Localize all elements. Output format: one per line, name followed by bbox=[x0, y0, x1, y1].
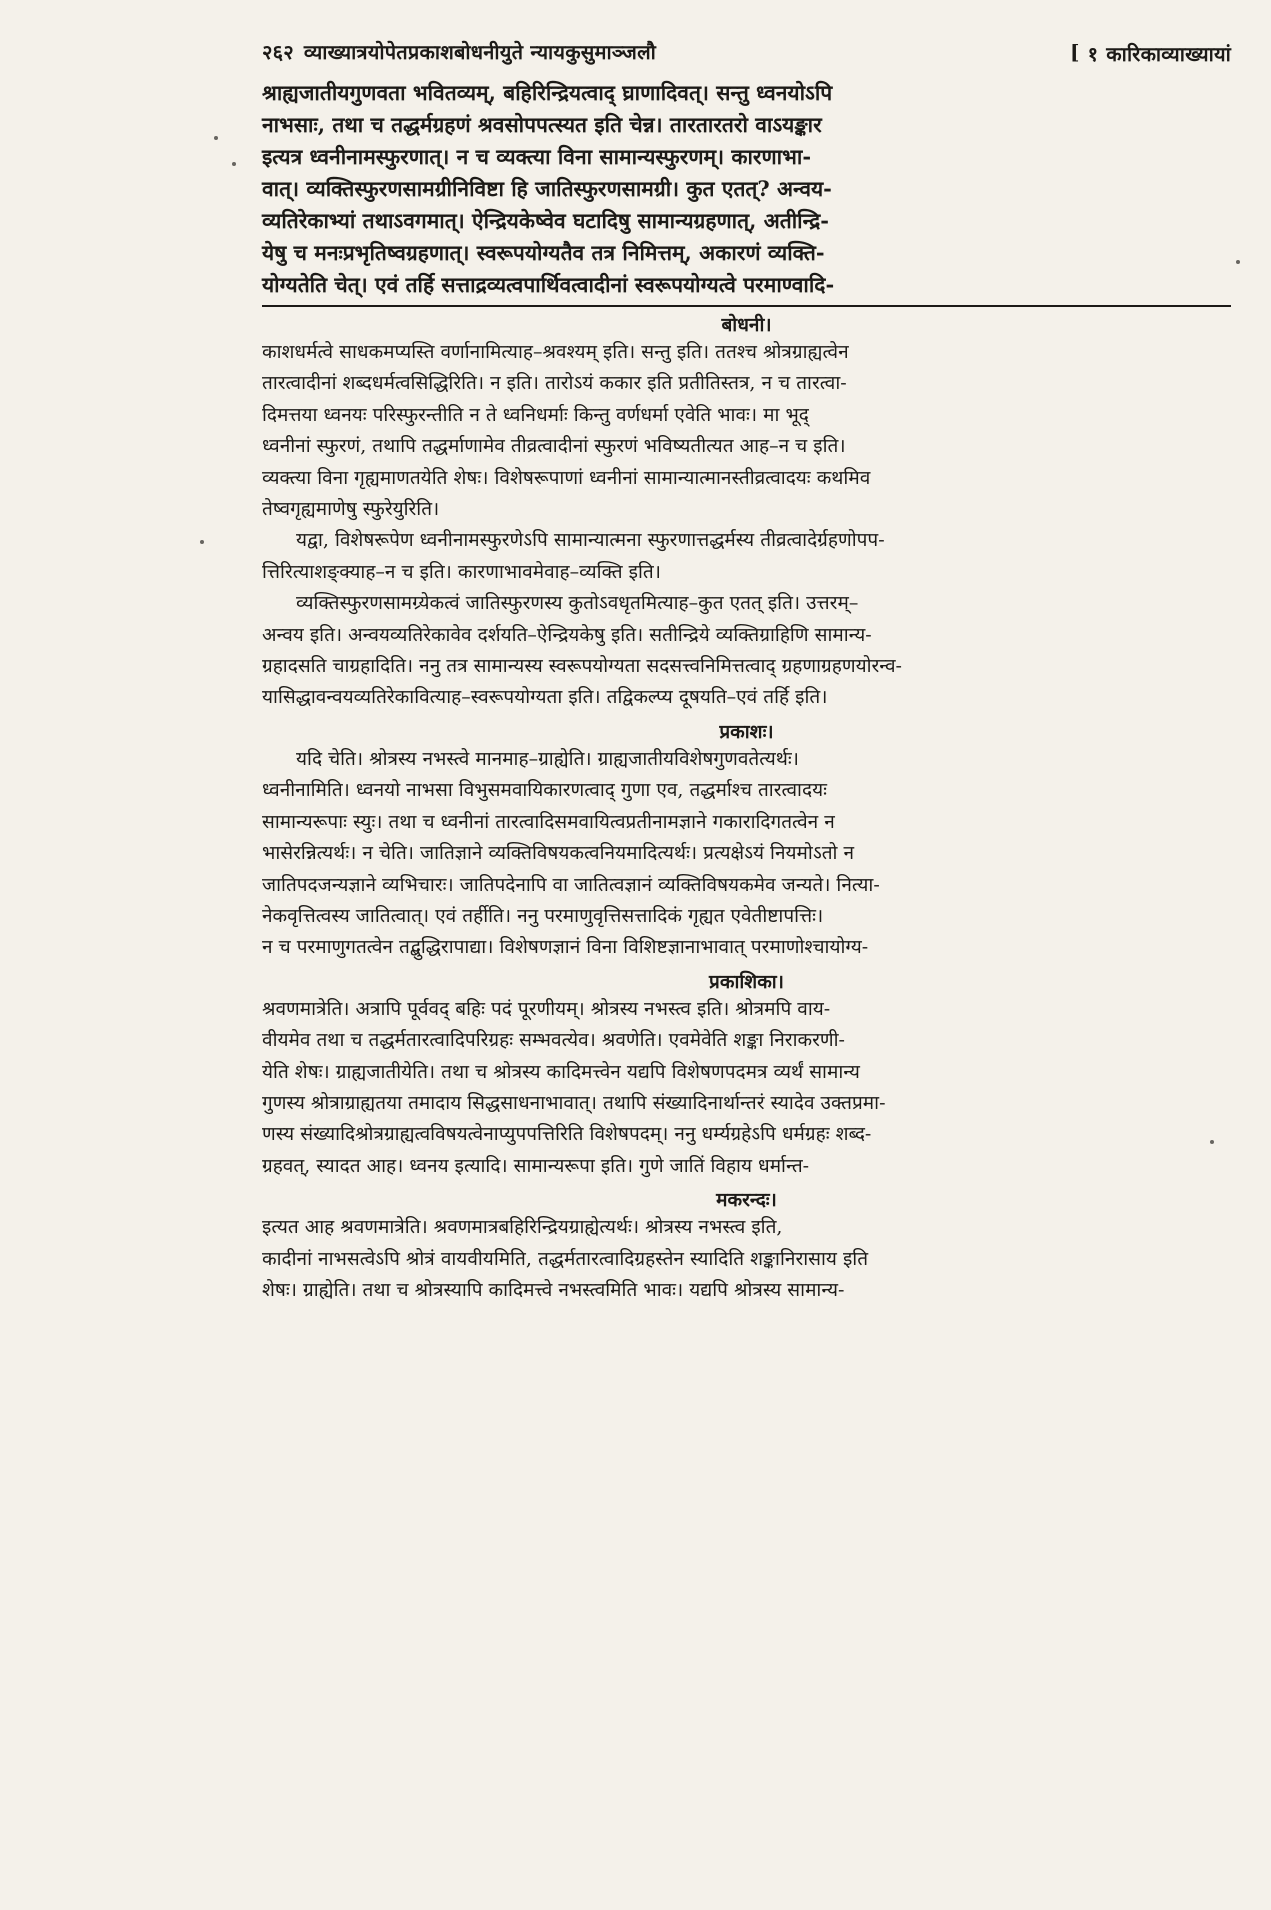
root-line: नाभसाः, तथा च तद्धर्मग्रहणं श्रवसोपपत्स्यत इति चेन्न। तारतारतरो वाऽयङ्कार bbox=[262, 112, 822, 137]
root-line: व्यतिरेकाभ्यां तथाऽवगमात्। ऐन्द्रियकेष्वेव घटादिषु सामान्यग्रहणात्, अतीन्द्रि- bbox=[262, 208, 829, 233]
prakashika-line: वीयमेव तथा च तद्धर्मतारत्वादिपरिग्रहः सम्भवत्येव। श्रवणेति। एवमेवेति शङ्का निराकरणी- bbox=[262, 1029, 845, 1052]
bodhani-line: यद्वा, विशेषरूपेण ध्वनीनामस्फुरणेऽपि सामान्यात्मना स्फुरणात्तद्धर्मस्य तीव्रत्वादेर्ग्रहणोपप- bbox=[296, 529, 885, 552]
section-label: कारिकाव्याख्यायां bbox=[1106, 42, 1231, 66]
bodhani-line: तारत्वादीनां शब्दधर्मत्वसिद्धिरिति। न इति। तारोऽयं ककार इति प्रतीतिस्तत्र, न च तारत्वा- bbox=[262, 372, 847, 395]
bodhani-commentary bbox=[262, 313, 1231, 714]
prakashika-line: येति शेषः। ग्राह्यजातीयेति। तथा च श्रोत्रस्य कादिमत्त्वेन यद्यपि विशेषणपदमत्र व्यर्थं सामान्य bbox=[262, 1060, 860, 1083]
running-header bbox=[262, 38, 1231, 67]
ink-speck bbox=[200, 540, 204, 544]
bodhani-line: काशधर्मत्वे साधकमप्यस्ति वर्णानामित्याह–श्रवश्यम् इति। सन्तु इति। ततश्च श्रोत्रग्राह्यत्वेन bbox=[262, 341, 849, 363]
root-line: येषु च मनःप्रभृतिष्वग्रहणात्। स्वरूपयोग्यतैव तत्र निमित्तम्, अकारणं व्यक्ति- bbox=[262, 240, 825, 265]
prakashika-commentary bbox=[262, 970, 1231, 1182]
bodhani-line: त्तिरित्याशङ्क्याह–न च इति। कारणाभावमेवाह–व्यक्ति इति। bbox=[262, 560, 661, 583]
root-text bbox=[262, 77, 1231, 301]
prakasha-line: नेकवृत्तित्वस्य जातित्वात्। एवं तर्हीति। ननु परमाणुवृत्तिसत्तादिकं गृह्यत एवेतीष्टापत्तिः। bbox=[262, 904, 824, 927]
makaranda-line: कादीनां नाभसत्वेऽपि श्रोत्रं वायवीयमिति, तद्धर्मतारत्वादिग्रहस्तेन स्यादिति शङ्कानिरासाय इति bbox=[262, 1247, 869, 1270]
prakasha-line: न च परमाणुगतत्वेन तद्बुद्धिरापाद्या। विशेषणज्ञानं विना विशिष्टज्ञानाभावात् परमाणोश्चायोग्य- bbox=[262, 936, 869, 959]
root-line: योग्यतेति चेत्। एवं तर्हि सत्ताद्रव्यत्वपार्थिवत्वादीनां स्वरूपयोग्यत्वे परमाण्वादि- bbox=[262, 272, 835, 297]
prakashika-line: गुणस्य श्रोत्राग्राह्यतया तमादाय सिद्धसाधनाभावात्। तथापि संख्यादिनार्थान्तरं स्यादेव उक्तप्रमा- bbox=[262, 1091, 886, 1114]
ink-speck bbox=[1236, 260, 1240, 264]
ink-speck bbox=[214, 136, 218, 140]
prakasha-commentary bbox=[262, 720, 1231, 964]
ink-speck bbox=[1210, 1140, 1214, 1144]
makaranda-commentary bbox=[262, 1188, 1231, 1306]
root-line: वात्। व्यक्तिस्फुरणसामग्रीनिविष्टा हि जातिस्फुरणसामग्री। कुत एतत्? अन्वय- bbox=[262, 176, 832, 201]
bodhani-line: व्यक्त्या विना गृह्यमाणतयेति शेषः। विशेषरूपाणां ध्वनीनां सामान्यात्मानस्तीव्रत्वादयः कथमिव bbox=[262, 466, 871, 489]
prakasha-line: ध्वनीनामिति। ध्वनयो नाभसा विभुसमवायिकारणत्वाद् गुणा एव, तद्धर्माश्च तारत्वादयः bbox=[262, 779, 827, 802]
book-title: व्याख्यात्रयोपेतप्रकाशबोधनीयुते न्यायकुसुमाञ्जलौ bbox=[303, 40, 657, 64]
ink-speck bbox=[232, 162, 236, 166]
makaranda-heading: मकरन्दः। bbox=[716, 1189, 777, 1212]
prakasha-line: यदि चेति। श्रोत्रस्य नभस्त्वे मानमाह–ग्राह्येति। ग्राह्यजातीयविशेषगुणवतेत्यर्थः। bbox=[296, 747, 799, 770]
bodhani-line: तेष्वगृह्यमाणेषु स्फुरेयुरिति। bbox=[262, 498, 440, 521]
bodhani-line: यासिद्धावन्वयव्यतिरेकावित्याह–स्वरूपयोग्यता इति। तद्विकल्प्य दूषयति–एवं तर्हि इति। bbox=[262, 686, 828, 709]
bodhani-line: ग्रहादसति चाग्रहादिति। ननु तत्र सामान्यस्य स्वरूपयोग्यता सदसत्त्वनिमित्तत्वाद् ग्रहणाग्रहणयोरन्व- bbox=[262, 655, 902, 678]
section-number: १ bbox=[1087, 42, 1099, 66]
divider-rule bbox=[262, 305, 1231, 307]
makaranda-line: इत्यत आह श्रवणमात्रेति। श्रवणमात्रबहिरिन्द्रियग्राह्येत्यर्थः। श्रोत्रस्य नभस्त्व इति, bbox=[262, 1216, 783, 1239]
bodhani-line: दिमत्तया ध्वनयः परिस्फुरन्तीति न ते ध्वनिधर्माः किन्तु वर्णधर्मा एवेति भावः। मा भूद् bbox=[262, 403, 809, 426]
prakasha-heading: प्रकाशः। bbox=[719, 720, 774, 743]
prakasha-line: भासेरन्नित्यर्थः। न चेति। जातिज्ञाने व्यक्तिविषयकत्वनियमादित्यर्थः। प्रत्यक्षेऽयं नियमोऽतो न bbox=[262, 842, 855, 865]
prakasha-line: जातिपदजन्यज्ञाने व्यभिचारः। जातिपदेनापि वा जातित्वज्ञानं व्यक्तिविषयकमेव जन्यते। नित्या- bbox=[262, 873, 880, 896]
bodhani-line: अन्वय इति। अन्वयव्यतिरेकावेव दर्शयति–ऐन्द्रियकेषु इति। सतीन्द्रिये व्यक्तिग्राहिणि सामान्य- bbox=[262, 623, 872, 646]
prakasha-line: सामान्यरूपाः स्युः। तथा च ध्वनीनां तारत्वादिसमवायित्वप्रतीनामज्ञाने गकारादिगतत्वेन न bbox=[262, 810, 835, 833]
page-number: २६२ bbox=[262, 40, 294, 64]
bodhani-line: व्यक्तिस्फुरणसामग्र्येकत्वं जातिस्फुरणस्य कुतोऽवधृतमित्याह–कुत एतत् इति। उत्तरम्– bbox=[296, 592, 859, 615]
root-line: इत्यत्र ध्वनीनामस्फुरणात्। न च व्यक्त्या विना सामान्यस्फुरणम्। कारणाभा- bbox=[262, 144, 812, 169]
makaranda-line: शेषः। ग्राह्येति। तथा च श्रोत्रस्यापि कादिमत्त्वे नभस्त्वमिति भावः। यद्यपि श्रोत्रस्य सामान्य- bbox=[262, 1278, 845, 1301]
bodhani-heading: बोधनी। bbox=[721, 314, 772, 336]
root-line: श्राह्यजातीयगुणवता भवितव्यम्, बहिरिन्द्रियत्वाद् घ्राणादिवत्। सन्तु ध्वनयोऽपि bbox=[262, 80, 833, 105]
prakashika-line: ग्रहवत्, स्यादत आह। ध्वनय इत्यादि। सामान्यरूपा इति। गुणे जातिं विहाय धर्मान्त- bbox=[262, 1154, 810, 1177]
prakashika-line: श्रवणमात्रेति। अत्रापि पूर्ववद् बहिः पदं पूरणीयम्। श्रोत्रस्य नभस्त्व इति। श्रोत्रमपि वाय- bbox=[262, 997, 831, 1020]
bodhani-line: ध्वनीनां स्फुरणं, तथापि तद्धर्माणामेव तीव्रत्वादीनां स्फुरणं भविष्यतीत्यत आह–न च इति। bbox=[262, 435, 846, 458]
prakashika-heading: प्रकाशिका। bbox=[709, 970, 784, 993]
prakashika-line: णस्य संख्यादिश्रोत्रग्राह्यत्वविषयत्वेनाप्युपपत्तिरिति विशेषपदम्। ननु धर्म्यग्रहेऽपि धर्मग्रहः शब्द- bbox=[262, 1123, 872, 1146]
header-bracket: [ bbox=[1069, 40, 1080, 64]
